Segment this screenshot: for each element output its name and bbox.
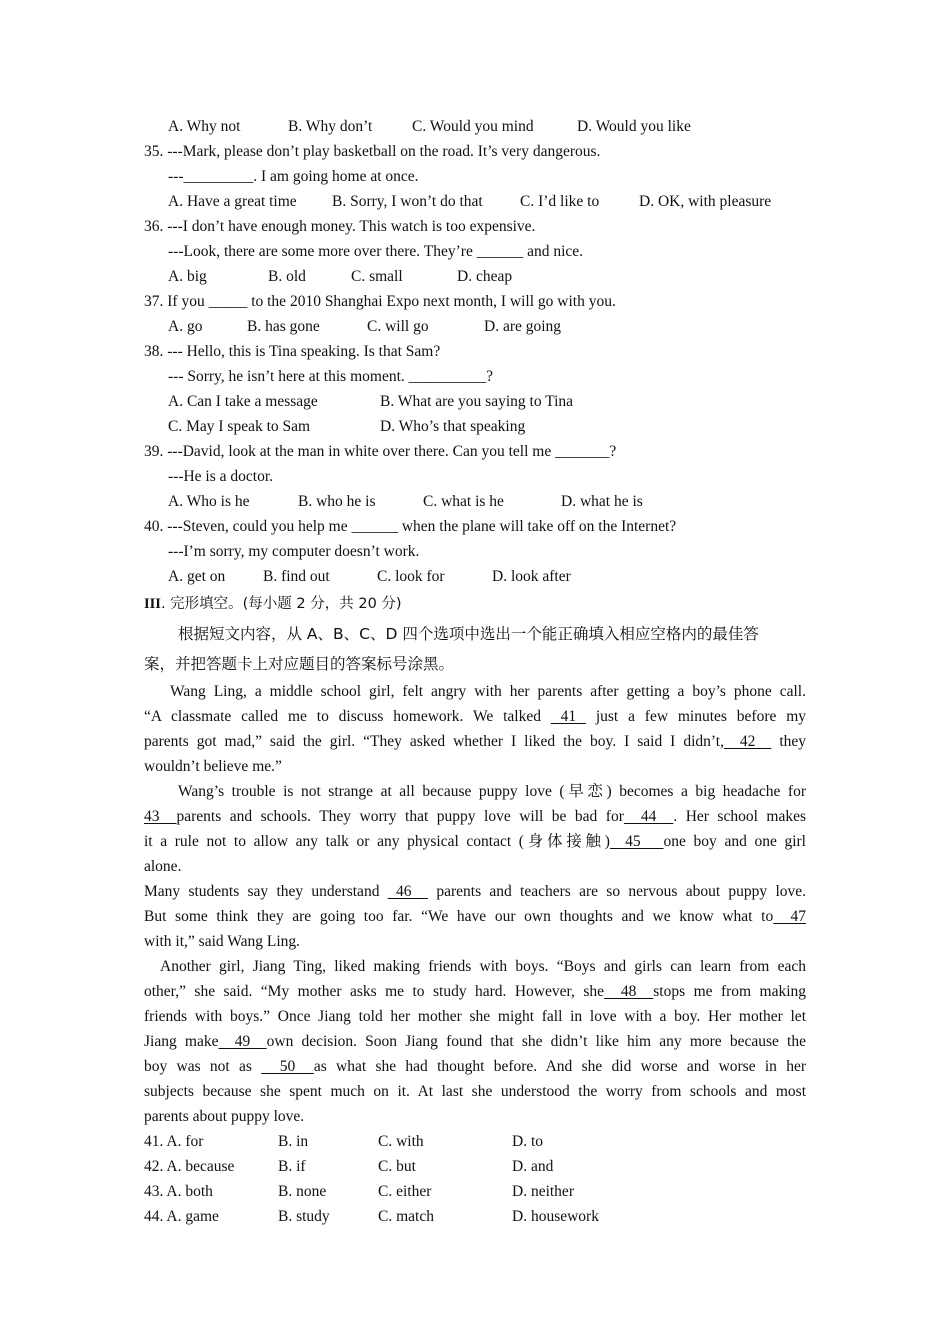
option-c: C. what is he [423,493,504,510]
passage-paragraph-3 [144,879,806,954]
option-b: B. find out [263,568,330,585]
option-d: D. are going [484,318,562,335]
option-d: D. neither [512,1183,574,1200]
passage-line: subjects because she spent much on it. At last she understood the worry from schools and most [144,1083,806,1100]
option-b: B. old [268,268,306,285]
q40-options [144,564,806,589]
q37-stem: 37. If you _____ to the 2010 Shanghai Expo next month, I will go with you. [144,293,616,310]
option-b: B. has gone [247,318,320,335]
passage-line: with it,” said Wang Ling. [144,933,301,950]
option-d: D. cheap [457,268,513,285]
blank-42: 42 [723,733,772,750]
passage-line [144,704,806,729]
option-b: B. who he is [298,493,376,510]
passage-paragraph-2 [144,779,806,879]
instruction-line-1: 根据短文内容，从 A、B、C、D 四个选项中选出一个能正确填入相应空格内的最佳答 [178,625,759,643]
passage-line [144,729,806,754]
cloze-option-row-43 [144,1179,806,1204]
q38-options-row2 [144,414,806,439]
option-a: A. get on [168,568,226,585]
option-a: A. go [168,318,203,335]
section-number: III [144,596,161,612]
text-run: But some think they are going too far. “We have our own thoughts and we know what to [144,908,774,925]
option-a: A. big [168,268,207,285]
q38-options-row1 [144,389,806,414]
q38-reply: --- Sorry, he isn’t here at this moment. __________? [168,368,494,385]
q39-options [144,489,806,514]
text-run: “A classmate called me to discuss homework. We talked [144,708,551,725]
passage-line [144,1054,806,1079]
text-run: stops me from making [653,983,807,1000]
option-a: A. Who is he [168,493,250,510]
passage-line: parents about puppy love. [144,1108,305,1125]
instruction-line-2: 案，并把答题卡上对应题目的答案标号涂黑。 [144,655,455,673]
passage-line: alone. [144,858,182,875]
blank-44: 44 [623,808,674,825]
option-b: B. in [278,1133,309,1150]
passage-line: wouldn’t believe me.” [144,758,282,775]
option-c: C. May I speak to Sam [168,418,311,435]
option-d: D. what he is [561,493,643,510]
q36-options [144,264,806,289]
option-d: D. Who’s that speaking [380,418,526,435]
q35-options [144,189,806,214]
passage-line [144,1029,806,1054]
cloze-option-row-41 [144,1129,806,1154]
text-run: parents and teachers are so nervous about puppy love. [428,883,806,900]
option-d: D. Would you like [577,118,691,135]
passage-line [144,904,806,929]
option-d: D. housework [512,1208,599,1225]
text-run: boy was not as [144,1058,262,1075]
passage-line [144,804,806,829]
blank-43: 43 [144,808,177,825]
passage-line: Wang Ling, a middle school girl, felt angry with her parents after getting a boy’s phone call. [170,683,806,700]
text-run: . Her school makes [673,808,806,825]
text-run: Jiang make [144,1033,219,1050]
option-b: B. study [278,1208,330,1225]
q35-reply: ---_________. I am going home at once. [168,168,419,185]
option-c: C. look for [377,568,445,585]
text-run: they [771,733,807,750]
option-a: A. Why not [168,118,241,135]
option-b: B. What are you saying to Tina [380,393,574,410]
passage-paragraph-1 [144,679,806,779]
exam-page [144,114,806,1229]
passage-line: friends with boys.” Once Jiang told her mother she might fall in love with a boy. Her mother let [144,1008,806,1025]
q39-stem: 39. ---David, look at the man in white over there. Can you tell me _______? [144,443,617,460]
q37-options [144,314,806,339]
q36-reply: ---Look, there are some more over there. They’re ______ and nice. [168,243,584,260]
section-instruction [144,619,806,679]
blank-46: 46 [387,883,429,900]
option-c: C. match [378,1208,434,1225]
blank-41: 41 [550,708,586,725]
option-a: A. Have a great time [168,193,297,210]
passage-line: Another girl, Jiang Ting, liked making friends with boys. “Boys and girls can learn from each [160,958,806,975]
q35-stem: 35. ---Mark, please don’t play basketball on the road. It’s very dangerous. [144,143,601,160]
cloze-options [144,1129,806,1229]
q34-options [144,114,806,139]
cloze-option-row-44 [144,1204,806,1229]
option-c: C. either [378,1183,432,1200]
option-b: B. Sorry, I won’t do that [332,193,483,210]
blank-49: 49 [218,1033,267,1050]
q38-stem: 38. --- Hello, this is Tina speaking. Is that Sam? [144,343,441,360]
option-a: 43. A. both [144,1183,213,1200]
option-a: 44. A. game [144,1208,219,1225]
option-c: C. will go [367,318,429,335]
blank-50: 50 [261,1058,314,1075]
option-d: D. OK, with pleasure [639,193,772,210]
option-c: C. Would you mind [412,118,534,135]
option-d: D. to [512,1133,543,1150]
option-b: B. Why don’t [288,118,373,135]
q39-reply: ---He is a doctor. [168,468,274,485]
q40-stem: 40. ---Steven, could you help me ______ when the plane will take off on the Internet? [144,518,677,535]
text-run: as what she had thought before. And she did worse and worse in her [313,1058,807,1075]
section-heading [144,589,806,619]
passage-line [144,829,806,854]
option-a: A. Can I take a message [168,393,318,410]
option-a: 41. A. for [144,1133,204,1150]
text-run: one boy and one girl [663,833,806,850]
text-run: Many students say they understand [144,883,388,900]
text-run: parents and schools. They worry that puppy love will be bad for [176,808,624,825]
blank-47: 47 [773,908,807,925]
cloze-option-row-42 [144,1154,806,1179]
option-c: C. with [378,1133,424,1150]
option-c: C. small [351,268,403,285]
option-a: 42. A. because [144,1158,235,1175]
option-d: D. look after [492,568,571,585]
text-run: other,” she said. “My mother asks me to study hard. However, she [144,983,605,1000]
passage-line: Wang’s trouble is not strange at all because puppy love (早恋) becomes a big headache for [178,783,806,800]
passage-line [144,879,806,904]
option-d: D. and [512,1158,554,1175]
q36-stem: 36. ---I don’t have enough money. This watch is too expensive. [144,218,536,235]
text-run: it a rule not to allow any talk or any physical contact (身体接触) [144,833,610,850]
section-title: . 完形填空。(每小题 2 分，共 20 分) [160,596,402,612]
option-c: C. I’d like to [520,193,600,210]
text-run: just a few minutes before my [586,708,807,725]
passage-line [144,979,806,1004]
blank-48: 48 [604,983,654,1000]
blank-45: 45 [609,833,664,850]
option-b: B. none [278,1183,327,1200]
q40-reply: ---I’m sorry, my computer doesn’t work. [168,543,420,560]
text-run: parents got mad,” said the girl. “They asked whether I liked the boy. I said I didn’t, [144,733,724,750]
passage-paragraph-4 [144,954,806,1129]
option-b: B. if [278,1158,306,1175]
text-run: own decision. Soon Jiang found that she didn’t like him any more because the [266,1033,806,1050]
option-c: C. but [378,1158,416,1175]
